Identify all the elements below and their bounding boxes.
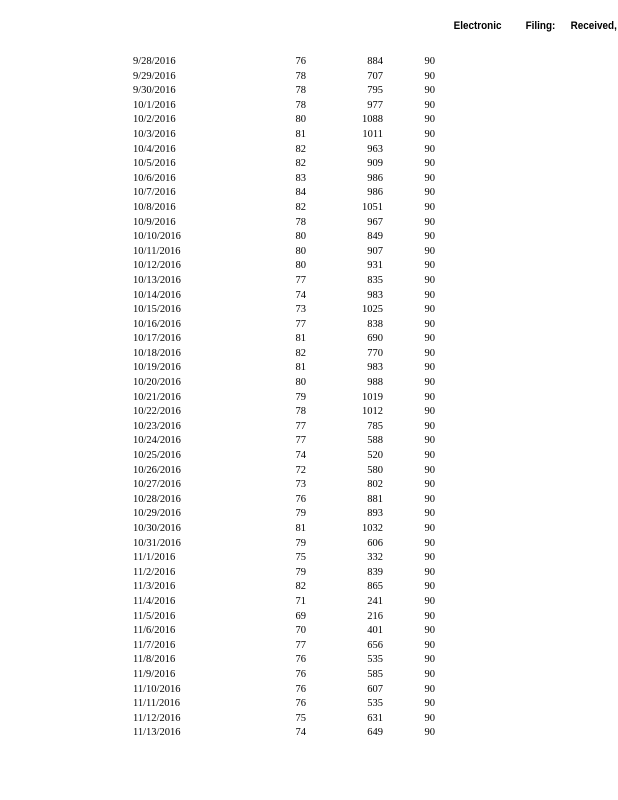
value-c-cell: 90 — [424, 128, 435, 140]
date-cell: 11/12/2016 — [133, 712, 181, 724]
date-cell: 11/4/2016 — [133, 595, 176, 607]
table-row — [0, 376, 618, 391]
date-cell: 10/8/2016 — [133, 201, 176, 213]
value-a-cell: 79 — [295, 391, 306, 403]
value-c-cell: 90 — [424, 99, 435, 111]
date-cell: 10/11/2016 — [133, 245, 181, 257]
value-c-cell: 90 — [424, 566, 435, 578]
value-a-cell: 78 — [295, 99, 306, 111]
value-b-cell: 983 — [367, 362, 383, 374]
value-a-cell: 76 — [295, 683, 306, 695]
table-row — [0, 128, 618, 143]
value-a-cell: 76 — [295, 56, 306, 67]
value-b-cell: 988 — [367, 377, 383, 389]
value-c-cell: 90 — [424, 245, 435, 257]
value-c-cell: 90 — [424, 231, 435, 243]
value-c-cell: 90 — [424, 85, 435, 97]
table-row — [0, 361, 618, 376]
value-a-cell: 81 — [295, 523, 306, 534]
table-row — [0, 55, 618, 70]
date-cell: 10/6/2016 — [133, 172, 176, 184]
value-a-cell: 74 — [295, 289, 306, 301]
table-row — [0, 332, 618, 347]
value-b-cell: 967 — [367, 216, 383, 228]
table-row — [0, 726, 618, 741]
value-c-cell: 90 — [424, 683, 435, 695]
value-c-cell: 90 — [424, 56, 435, 67]
table-row — [0, 391, 618, 406]
table-row — [0, 113, 618, 128]
table-row — [0, 653, 618, 668]
value-b-cell: 884 — [367, 56, 383, 67]
value-b-cell: 881 — [367, 493, 383, 505]
date-cell: 10/31/2016 — [133, 537, 181, 549]
value-c-cell: 90 — [424, 70, 435, 82]
table-row — [0, 289, 618, 304]
value-a-cell: 83 — [295, 172, 306, 184]
date-cell: 11/5/2016 — [133, 610, 176, 622]
value-b-cell: 607 — [367, 683, 383, 695]
date-cell: 9/28/2016 — [133, 56, 176, 67]
value-a-cell: 70 — [295, 625, 306, 637]
value-c-cell: 90 — [424, 479, 435, 491]
value-b-cell: 838 — [367, 318, 383, 330]
date-cell: 10/25/2016 — [133, 450, 181, 462]
value-a-cell: 77 — [295, 420, 306, 432]
date-cell: 10/15/2016 — [133, 304, 181, 316]
value-a-cell: 79 — [295, 508, 306, 520]
value-b-cell: 585 — [367, 668, 383, 680]
header-filing: Filing: — [525, 20, 556, 32]
date-cell: 11/10/2016 — [133, 683, 181, 695]
value-b-cell: 795 — [367, 85, 383, 97]
value-b-cell: 535 — [367, 698, 383, 710]
value-c-cell: 90 — [424, 712, 435, 724]
table-row — [0, 347, 618, 362]
value-a-cell: 78 — [295, 406, 306, 418]
date-cell: 10/20/2016 — [133, 377, 181, 389]
value-c-cell: 90 — [424, 493, 435, 505]
date-cell: 10/29/2016 — [133, 508, 181, 520]
table-row — [0, 624, 618, 639]
value-b-cell: 977 — [367, 99, 383, 111]
date-cell: 10/2/2016 — [133, 114, 176, 126]
value-b-cell: 986 — [367, 187, 383, 199]
value-b-cell: 785 — [367, 420, 383, 432]
page-header — [0, 20, 617, 36]
table-row — [0, 639, 618, 654]
value-c-cell: 90 — [424, 625, 435, 637]
value-c-cell: 90 — [424, 187, 435, 199]
value-b-cell: 656 — [367, 639, 383, 651]
value-b-cell: 963 — [367, 143, 383, 155]
table-row — [0, 172, 618, 187]
table-row — [0, 318, 618, 333]
table-row — [0, 522, 618, 537]
value-b-cell: 1011 — [362, 128, 383, 140]
date-cell: 11/13/2016 — [133, 727, 181, 739]
value-c-cell: 90 — [424, 668, 435, 680]
date-cell: 11/6/2016 — [133, 625, 176, 637]
value-c-cell: 90 — [424, 114, 435, 126]
value-a-cell: 80 — [295, 260, 306, 272]
table-row — [0, 201, 618, 216]
value-c-cell: 90 — [424, 274, 435, 286]
table-row — [0, 245, 618, 260]
value-b-cell: 1051 — [362, 201, 383, 213]
value-c-cell: 90 — [424, 362, 435, 374]
date-cell: 10/7/2016 — [133, 187, 176, 199]
date-cell: 10/10/2016 — [133, 231, 181, 243]
value-a-cell: 78 — [295, 70, 306, 82]
value-b-cell: 1025 — [362, 304, 383, 316]
table-row — [0, 566, 618, 581]
data-table — [0, 55, 618, 741]
date-cell: 11/1/2016 — [133, 552, 176, 564]
value-c-cell: 90 — [424, 143, 435, 155]
date-cell: 10/18/2016 — [133, 347, 181, 359]
value-c-cell: 90 — [424, 552, 435, 564]
date-cell: 10/23/2016 — [133, 420, 181, 432]
value-b-cell: 802 — [367, 479, 383, 491]
table-row — [0, 70, 618, 85]
value-a-cell: 84 — [295, 187, 306, 199]
date-cell: 10/17/2016 — [133, 333, 181, 345]
value-a-cell: 80 — [295, 245, 306, 257]
value-b-cell: 241 — [367, 595, 383, 607]
value-a-cell: 77 — [295, 274, 306, 286]
value-a-cell: 75 — [295, 552, 306, 564]
value-b-cell: 216 — [367, 610, 383, 622]
value-c-cell: 90 — [424, 654, 435, 666]
value-a-cell: 81 — [295, 333, 306, 345]
table-row — [0, 230, 618, 245]
value-a-cell: 76 — [295, 654, 306, 666]
value-a-cell: 69 — [295, 610, 306, 622]
date-cell: 10/30/2016 — [133, 523, 181, 534]
value-a-cell: 82 — [295, 581, 306, 593]
date-cell: 10/28/2016 — [133, 493, 181, 505]
value-c-cell: 90 — [424, 420, 435, 432]
table-row — [0, 186, 618, 201]
date-cell: 10/24/2016 — [133, 435, 181, 447]
value-b-cell: 839 — [367, 566, 383, 578]
table-row — [0, 449, 618, 464]
value-b-cell: 535 — [367, 654, 383, 666]
table-row — [0, 493, 618, 508]
table-row — [0, 610, 618, 625]
date-cell: 10/16/2016 — [133, 318, 181, 330]
value-c-cell: 90 — [424, 347, 435, 359]
value-b-cell: 707 — [367, 70, 383, 82]
value-b-cell: 893 — [367, 508, 383, 520]
value-a-cell: 79 — [295, 537, 306, 549]
table-row — [0, 668, 618, 683]
table-row — [0, 537, 618, 552]
value-b-cell: 907 — [367, 245, 383, 257]
value-c-cell: 90 — [424, 333, 435, 345]
table-row — [0, 683, 618, 698]
value-c-cell: 90 — [424, 610, 435, 622]
table-row — [0, 595, 618, 610]
value-a-cell: 77 — [295, 639, 306, 651]
value-b-cell: 631 — [367, 712, 383, 724]
value-c-cell: 90 — [424, 406, 435, 418]
value-b-cell: 401 — [367, 625, 383, 637]
value-b-cell: 1012 — [362, 406, 383, 418]
table-row — [0, 434, 618, 449]
table-row — [0, 712, 618, 727]
value-c-cell: 90 — [424, 435, 435, 447]
value-a-cell: 77 — [295, 435, 306, 447]
header-received: Received, — [570, 20, 617, 32]
value-c-cell: 90 — [424, 508, 435, 520]
value-a-cell: 78 — [295, 85, 306, 97]
value-a-cell: 79 — [295, 566, 306, 578]
value-c-cell: 90 — [424, 639, 435, 651]
value-a-cell: 76 — [295, 668, 306, 680]
value-c-cell: 90 — [424, 201, 435, 213]
value-a-cell: 72 — [295, 464, 306, 476]
value-c-cell: 90 — [424, 260, 435, 272]
value-a-cell: 81 — [295, 128, 306, 140]
value-a-cell: 78 — [295, 216, 306, 228]
header-electronic: Electronic — [453, 20, 502, 32]
value-b-cell: 1032 — [362, 523, 383, 534]
value-a-cell: 73 — [295, 479, 306, 491]
value-a-cell: 82 — [295, 158, 306, 170]
date-cell: 11/9/2016 — [133, 668, 176, 680]
value-b-cell: 849 — [367, 231, 383, 243]
value-b-cell: 649 — [367, 727, 383, 739]
value-a-cell: 75 — [295, 712, 306, 724]
value-b-cell: 865 — [367, 581, 383, 593]
date-cell: 9/30/2016 — [133, 85, 176, 97]
date-cell: 11/11/2016 — [133, 698, 181, 710]
value-c-cell: 90 — [424, 523, 435, 534]
date-cell: 11/2/2016 — [133, 566, 176, 578]
date-cell: 10/9/2016 — [133, 216, 176, 228]
table-row — [0, 420, 618, 435]
date-cell: 10/22/2016 — [133, 406, 181, 418]
value-b-cell: 986 — [367, 172, 383, 184]
value-a-cell: 81 — [295, 362, 306, 374]
value-b-cell: 1019 — [362, 391, 383, 403]
value-a-cell: 82 — [295, 201, 306, 213]
value-c-cell: 90 — [424, 216, 435, 228]
value-c-cell: 90 — [424, 464, 435, 476]
value-c-cell: 90 — [424, 391, 435, 403]
date-cell: 10/27/2016 — [133, 479, 181, 491]
date-cell: 10/5/2016 — [133, 158, 176, 170]
value-a-cell: 82 — [295, 347, 306, 359]
date-cell: 10/12/2016 — [133, 260, 181, 272]
value-c-cell: 90 — [424, 537, 435, 549]
value-b-cell: 580 — [367, 464, 383, 476]
value-a-cell: 80 — [295, 377, 306, 389]
value-c-cell: 90 — [424, 698, 435, 710]
value-b-cell: 520 — [367, 450, 383, 462]
table-row — [0, 478, 618, 493]
date-cell: 11/3/2016 — [133, 581, 176, 593]
value-a-cell: 80 — [295, 231, 306, 243]
value-a-cell: 73 — [295, 304, 306, 316]
date-cell: 10/26/2016 — [133, 464, 181, 476]
value-c-cell: 90 — [424, 318, 435, 330]
value-c-cell: 90 — [424, 172, 435, 184]
value-c-cell: 90 — [424, 289, 435, 301]
date-cell: 10/1/2016 — [133, 99, 176, 111]
date-cell: 10/21/2016 — [133, 391, 181, 403]
value-b-cell: 835 — [367, 274, 383, 286]
value-c-cell: 90 — [424, 377, 435, 389]
value-b-cell: 588 — [367, 435, 383, 447]
table-row — [0, 99, 618, 114]
value-a-cell: 74 — [295, 450, 306, 462]
value-c-cell: 90 — [424, 595, 435, 607]
table-row — [0, 464, 618, 479]
date-cell: 10/19/2016 — [133, 362, 181, 374]
table-row — [0, 551, 618, 566]
value-b-cell: 931 — [367, 260, 383, 272]
value-b-cell: 332 — [367, 552, 383, 564]
value-c-cell: 90 — [424, 450, 435, 462]
value-c-cell: 90 — [424, 727, 435, 739]
value-b-cell: 983 — [367, 289, 383, 301]
date-cell: 10/3/2016 — [133, 128, 176, 140]
value-b-cell: 1088 — [362, 114, 383, 126]
value-c-cell: 90 — [424, 581, 435, 593]
value-a-cell: 76 — [295, 493, 306, 505]
value-b-cell: 606 — [367, 537, 383, 549]
value-b-cell: 909 — [367, 158, 383, 170]
table-row — [0, 84, 618, 99]
date-cell: 10/4/2016 — [133, 143, 176, 155]
table-row — [0, 405, 618, 420]
value-a-cell: 80 — [295, 114, 306, 126]
date-cell: 10/14/2016 — [133, 289, 181, 301]
value-a-cell: 82 — [295, 143, 306, 155]
value-c-cell: 90 — [424, 304, 435, 316]
value-a-cell: 71 — [295, 595, 306, 607]
table-row — [0, 507, 618, 522]
table-row — [0, 274, 618, 289]
table-row — [0, 143, 618, 158]
date-cell: 11/8/2016 — [133, 654, 176, 666]
date-cell: 11/7/2016 — [133, 639, 176, 651]
date-cell: 9/29/2016 — [133, 70, 176, 82]
table-row — [0, 697, 618, 712]
value-a-cell: 76 — [295, 698, 306, 710]
value-b-cell: 770 — [367, 347, 383, 359]
table-row — [0, 303, 618, 318]
value-a-cell: 74 — [295, 727, 306, 739]
date-cell: 10/13/2016 — [133, 274, 181, 286]
table-row — [0, 259, 618, 274]
value-b-cell: 690 — [367, 333, 383, 345]
table-row — [0, 157, 618, 172]
value-a-cell: 77 — [295, 318, 306, 330]
value-c-cell: 90 — [424, 158, 435, 170]
table-row — [0, 216, 618, 231]
table-row — [0, 580, 618, 595]
